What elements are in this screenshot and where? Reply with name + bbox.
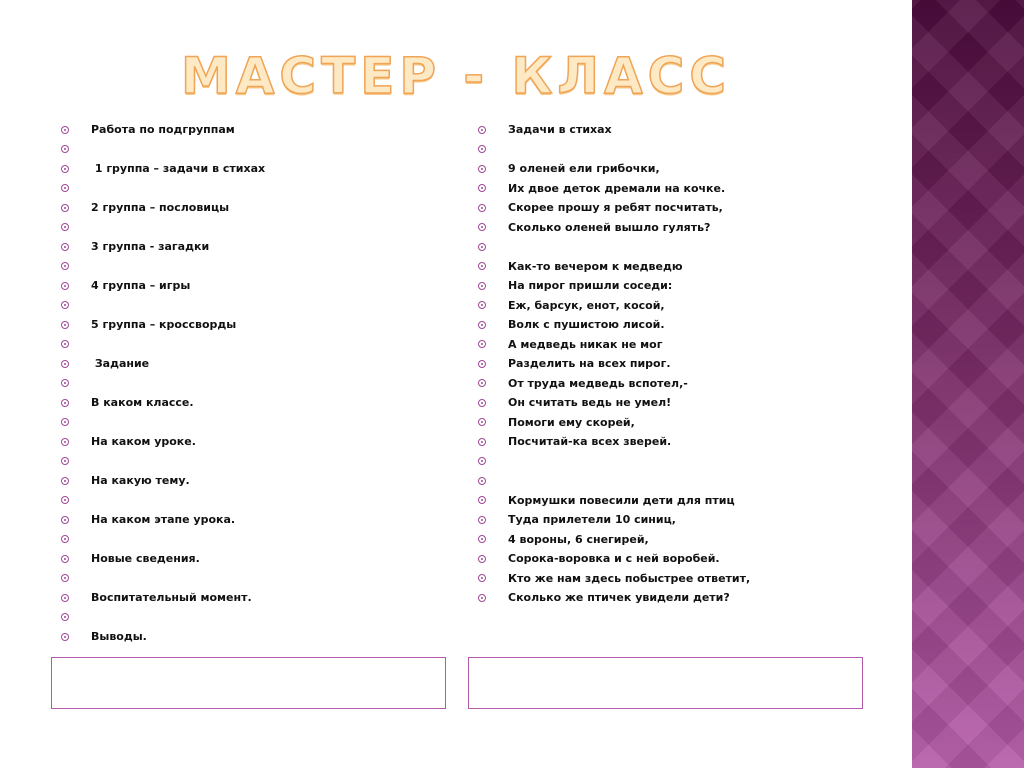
bullet-text: 9 оленей ели грибочки, — [508, 162, 660, 175]
bullet-item — [478, 413, 898, 433]
bullet-text: Задачи в стихах — [508, 123, 612, 136]
bullet-icon — [478, 340, 486, 348]
bullet-item — [61, 608, 441, 628]
bullet-icon — [478, 418, 486, 426]
left-empty-text-box[interactable] — [51, 657, 446, 709]
bullet-text: На пирог пришли соседи: — [508, 279, 673, 292]
bullet-icon — [61, 340, 69, 348]
bullet-item — [478, 276, 898, 296]
bullet-text: Кто же нам здесь побыстрее ответит, — [508, 571, 751, 585]
bullet-text: Задание — [91, 357, 150, 370]
bullet-icon — [478, 301, 486, 309]
bullet-text: На каком уроке. — [91, 435, 196, 448]
bullet-item — [478, 198, 898, 218]
bullet-text: Сорока-воровка и с ней воробей. — [508, 552, 720, 565]
bullet-text: 1 группа – задачи в стихах — [91, 162, 266, 175]
bullet-item — [478, 159, 898, 179]
bullet-item — [61, 120, 441, 140]
bullet-item — [478, 530, 898, 550]
bullet-icon — [478, 399, 486, 407]
right-empty-text-box[interactable] — [468, 657, 863, 709]
bullet-text: А медведь никак не мог — [508, 337, 663, 351]
bullet-icon — [61, 282, 69, 290]
bullet-text: Туда прилетели 10 синиц, — [508, 513, 676, 526]
bullet-item — [61, 549, 441, 569]
bullet-item — [61, 530, 441, 550]
bullet-icon — [478, 321, 486, 329]
bullet-icon — [478, 360, 486, 368]
bullet-icon — [61, 360, 69, 368]
bullet-icon — [61, 418, 69, 426]
bullet-item — [478, 335, 898, 355]
bullet-item — [478, 315, 898, 335]
bullet-icon — [61, 496, 69, 504]
bullet-icon — [61, 321, 69, 329]
bullet-text: 2 группа – пословицы — [91, 201, 230, 214]
bullet-icon — [478, 555, 486, 563]
bullet-icon — [61, 145, 69, 153]
bullet-item — [61, 257, 441, 277]
bullet-item — [61, 627, 441, 647]
bullet-icon — [478, 574, 486, 582]
bullet-icon — [478, 184, 486, 192]
bullet-item — [478, 491, 898, 511]
bullet-item — [478, 218, 898, 238]
bullet-item — [478, 140, 898, 160]
bullet-text: 4 группа – игры — [91, 279, 191, 292]
bullet-icon — [61, 535, 69, 543]
bullet-text: Как-то вечером к медведю — [508, 259, 683, 273]
bullet-item — [61, 471, 441, 491]
bullet-item — [61, 374, 441, 394]
bullet-item — [478, 120, 898, 140]
bullet-text: 3 группа - загадки — [91, 240, 210, 253]
bullet-text: Он считать ведь не умел! — [508, 396, 672, 409]
bullet-item — [61, 315, 441, 335]
bullet-icon — [61, 262, 69, 270]
bullet-icon — [61, 477, 69, 485]
bullet-icon — [478, 477, 486, 485]
bullet-icon — [61, 223, 69, 231]
bullet-icon — [478, 457, 486, 465]
bullet-icon — [61, 613, 69, 621]
bullet-item — [478, 237, 898, 257]
bullet-icon — [61, 555, 69, 563]
bullet-icon — [61, 126, 69, 134]
bullet-text: Скорее прошу я ребят посчитать, — [508, 201, 723, 214]
bullet-item — [478, 569, 898, 589]
bullet-icon — [61, 516, 69, 524]
bullet-item — [478, 588, 898, 608]
bullet-text: Их двое деток дремали на кочке. — [508, 181, 726, 195]
bullet-item — [478, 452, 898, 472]
bullet-item — [61, 588, 441, 608]
bullet-item — [478, 549, 898, 569]
decorative-side-panel — [912, 0, 1024, 768]
bullet-item — [61, 296, 441, 316]
bullet-item — [478, 471, 898, 491]
bullet-item — [478, 296, 898, 316]
bullet-item — [478, 374, 898, 394]
bullet-item — [61, 452, 441, 472]
bullet-icon — [61, 574, 69, 582]
bullet-icon — [478, 438, 486, 446]
bullet-item — [61, 179, 441, 199]
bullet-text: Посчитай-ка всех зверей. — [508, 435, 672, 448]
bullet-item — [61, 491, 441, 511]
right-bullet-list — [478, 120, 898, 608]
bullet-icon — [61, 243, 69, 251]
bullet-text: Воспитательный момент. — [91, 591, 252, 604]
bullet-icon — [478, 223, 486, 231]
bullet-text: Кормушки повесили дети для птиц — [508, 493, 735, 507]
bullet-item — [478, 432, 898, 452]
bullet-item — [478, 257, 898, 277]
bullet-icon — [61, 399, 69, 407]
bullet-text: Работа по подгруппам — [91, 123, 235, 136]
bullet-text: Новые сведения. — [91, 552, 200, 565]
bullet-icon — [61, 379, 69, 387]
bullet-icon — [61, 184, 69, 192]
bullet-text: 4 вороны, 6 снегирей, — [508, 532, 649, 546]
bullet-icon — [61, 204, 69, 212]
bullet-item — [61, 159, 441, 179]
bullet-icon — [478, 594, 486, 602]
bullet-icon — [61, 301, 69, 309]
bullet-item — [61, 198, 441, 218]
bullet-item — [61, 569, 441, 589]
bullet-text: От труда медведь вспотел,- — [508, 376, 688, 390]
bullet-text: 5 группа – кроссворды — [91, 318, 237, 331]
bullet-item — [478, 510, 898, 530]
bullet-icon — [478, 379, 486, 387]
bullet-icon — [61, 438, 69, 446]
bullet-item — [61, 432, 441, 452]
bullet-text: На какую тему. — [91, 474, 190, 487]
bullet-icon — [478, 516, 486, 524]
bullet-icon — [478, 126, 486, 134]
bullet-item — [61, 510, 441, 530]
bullet-text: Разделить на всех пирог. — [508, 357, 671, 370]
bullet-icon — [61, 165, 69, 173]
bullet-icon — [478, 165, 486, 173]
bullet-icon — [478, 496, 486, 504]
bullet-text: На каком этапе урока. — [91, 513, 236, 526]
bullet-item — [61, 276, 441, 296]
bullet-icon — [478, 535, 486, 543]
bullet-item — [61, 354, 441, 374]
slide-title: МАСТЕР - КЛАСС — [180, 47, 732, 105]
bullet-text: Помоги ему скорей, — [508, 415, 635, 429]
bullet-icon — [61, 633, 69, 641]
bullet-item — [478, 179, 898, 199]
left-bullet-list — [61, 120, 441, 647]
bullet-icon — [478, 282, 486, 290]
bullet-item — [61, 237, 441, 257]
bullet-icon — [478, 145, 486, 153]
bullet-item — [61, 335, 441, 355]
bullet-icon — [61, 594, 69, 602]
bullet-text: Выводы. — [91, 630, 147, 643]
bullet-icon — [478, 204, 486, 212]
bullet-item — [478, 393, 898, 413]
bullet-item — [478, 354, 898, 374]
bullet-icon — [61, 457, 69, 465]
bullet-icon — [478, 243, 486, 251]
bullet-text: В каком классе. — [91, 396, 194, 409]
bullet-text: Еж, барсук, енот, косой, — [508, 298, 665, 312]
bullet-item — [61, 140, 441, 160]
bullet-item — [61, 393, 441, 413]
bullet-text: Сколько оленей вышло гулять? — [508, 220, 711, 234]
bullet-item — [61, 218, 441, 238]
bullet-text: Волк с пушистою лисой. — [508, 318, 665, 331]
bullet-item — [61, 413, 441, 433]
bullet-icon — [478, 262, 486, 270]
bullet-text: Сколько же птичек увидели дети? — [508, 591, 730, 604]
